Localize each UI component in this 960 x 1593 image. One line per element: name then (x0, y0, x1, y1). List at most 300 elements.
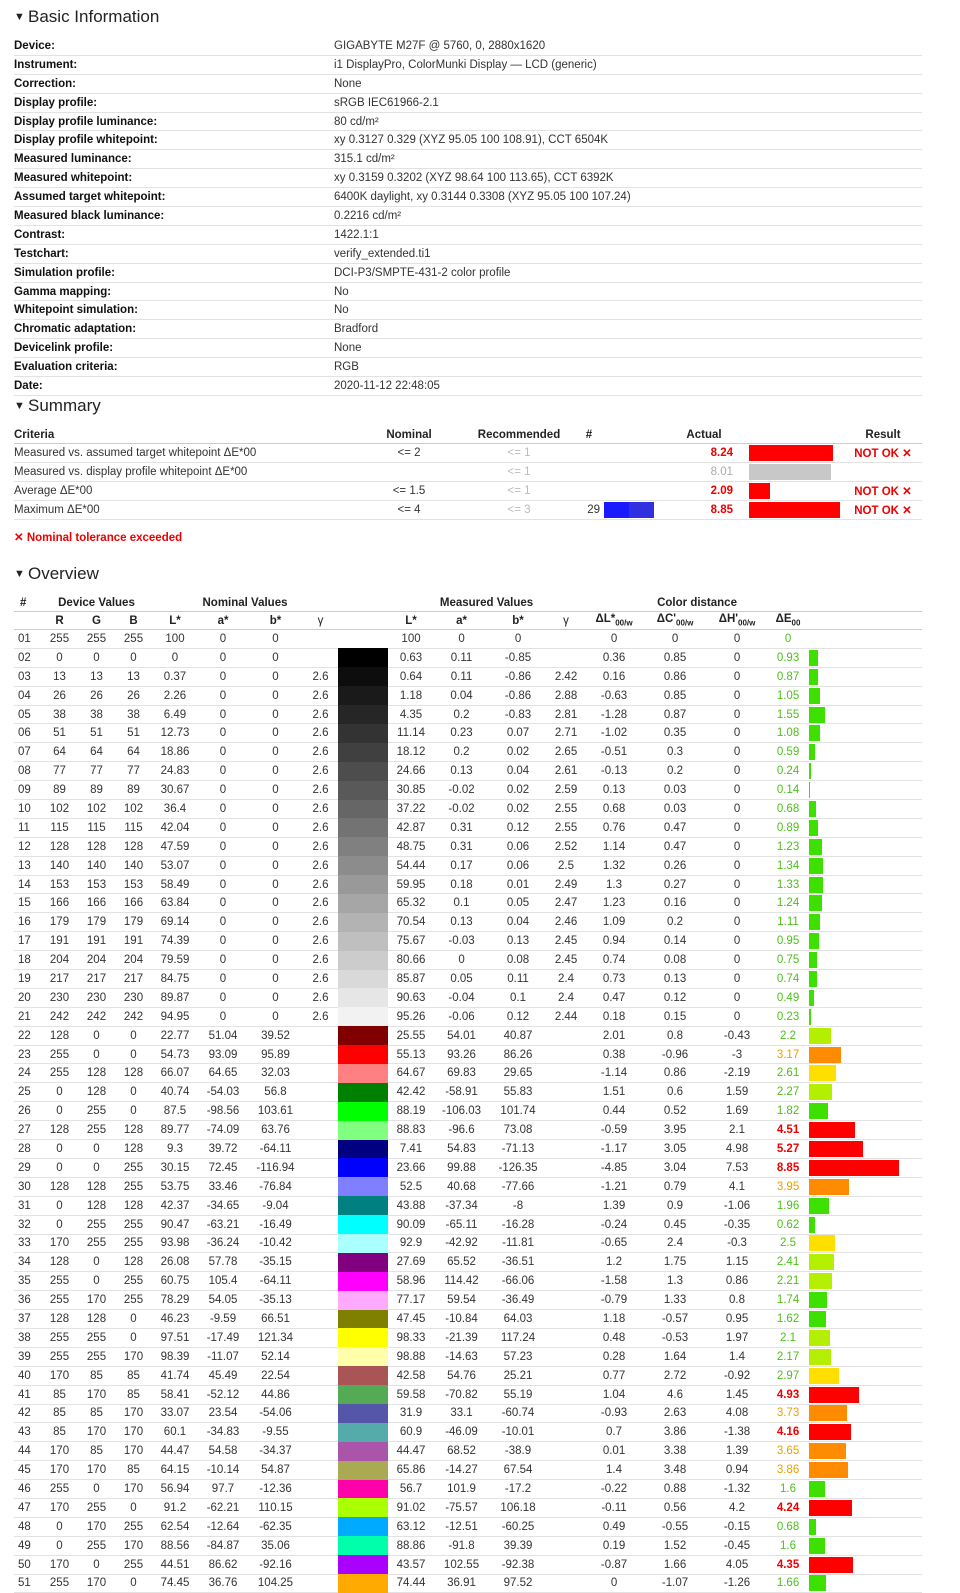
cell-nominal-b: 0 (248, 1007, 303, 1026)
cell-nominal-l: 40.74 (152, 1083, 198, 1102)
cell-delta-h: 1.59 (707, 1083, 767, 1102)
cell-row-number: 11 (14, 818, 41, 837)
color-swatch (338, 1026, 388, 1045)
delta-e-bar (809, 1047, 841, 1063)
cell-nominal-b: 0 (248, 686, 303, 705)
overview-row (14, 781, 922, 800)
delta-e-bar-cell (809, 1310, 922, 1329)
overview-row (14, 667, 922, 686)
info-value: 80 cd/m² (334, 112, 922, 131)
cell-nominal-a: 86.62 (198, 1555, 248, 1574)
cell-delta-l: -0.63 (585, 686, 643, 705)
cell-measured-a: 0 (434, 951, 489, 970)
cell-delta-e: 1.05 (767, 686, 809, 705)
delta-e-bar-cell (809, 1536, 922, 1555)
delta-e-bar-cell (809, 1121, 922, 1140)
cell-device-r: 51 (41, 724, 78, 743)
info-value: None (334, 74, 922, 93)
cell-measured-gamma: 2.55 (547, 800, 585, 819)
cell-device-b: 85 (115, 1385, 152, 1404)
cell-nominal-a: -34.65 (198, 1196, 248, 1215)
delta-e-bar (809, 1405, 847, 1421)
cell-delta-h: -1.38 (707, 1423, 767, 1442)
cell-nominal-gamma (303, 1253, 338, 1272)
cell-nominal-a: -63.21 (198, 1215, 248, 1234)
cell-device-g: 38 (78, 705, 115, 724)
cell-delta-h: -0.43 (707, 1026, 767, 1045)
cell-nominal-l: 9.3 (152, 1140, 198, 1159)
info-key: Measured whitepoint: (14, 169, 334, 188)
cell-delta-e: 3.95 (767, 1177, 809, 1196)
cell-nominal-l: 6.49 (152, 705, 198, 724)
cell-delta-l: -0.79 (585, 1291, 643, 1310)
col-recommended: Recommended (464, 426, 574, 444)
cell-device-b: 38 (115, 705, 152, 724)
section-summary[interactable]: ▼ Summary (14, 396, 101, 415)
cell-measured-gamma (547, 1347, 585, 1366)
cell-device-g: 255 (78, 1536, 115, 1555)
delta-e-bar (809, 1235, 835, 1251)
cell-measured-l: 63.12 (388, 1517, 434, 1536)
delta-e-bar-cell (809, 1328, 922, 1347)
cell-nominal-b: 0 (248, 856, 303, 875)
cell-measured-l: 88.83 (388, 1121, 434, 1140)
col-blank (604, 426, 659, 444)
cell-device-g: 153 (78, 875, 115, 894)
cell-measured-gamma (547, 1177, 585, 1196)
color-swatch (338, 1498, 388, 1517)
info-row (14, 377, 922, 396)
overview-row (14, 686, 922, 705)
summary-result: NOT OK ✕ (844, 481, 922, 500)
cell-measured-gamma (547, 1064, 585, 1083)
cell-measured-b: 97.52 (489, 1574, 547, 1593)
cell-delta-c: 0.52 (643, 1102, 707, 1121)
cell-row-number: 03 (14, 667, 41, 686)
overview-row (14, 837, 922, 856)
cell-device-b: 255 (115, 1215, 152, 1234)
cell-row-number: 46 (14, 1480, 41, 1499)
delta-e-bar (809, 1141, 863, 1157)
cell-delta-h: 1.45 (707, 1385, 767, 1404)
cell-measured-b: 0.11 (489, 970, 547, 989)
info-row (14, 55, 922, 74)
cell-delta-e: 4.16 (767, 1423, 809, 1442)
delta-e-bar-cell (809, 913, 922, 932)
info-row (14, 263, 922, 282)
delta-e-bar-cell (809, 743, 922, 762)
color-swatch (338, 800, 388, 819)
cell-device-b: 255 (115, 1555, 152, 1574)
cell-nominal-a: 54.05 (198, 1291, 248, 1310)
cell-device-g: 170 (78, 1574, 115, 1593)
cell-nominal-a: 0 (198, 762, 248, 781)
cell-delta-c: 3.95 (643, 1121, 707, 1140)
cell-device-b: 0 (115, 1574, 152, 1593)
delta-e-bar-cell (809, 1574, 922, 1593)
cell-delta-h: 0 (707, 875, 767, 894)
cell-nominal-a: -54.03 (198, 1083, 248, 1102)
cell-row-number: 49 (14, 1536, 41, 1555)
cell-device-r: 170 (41, 1555, 78, 1574)
summary-bar-cell (749, 462, 844, 481)
color-swatch (338, 1045, 388, 1064)
cell-delta-c: 0.9 (643, 1196, 707, 1215)
cell-device-g: 85 (78, 1404, 115, 1423)
cell-measured-gamma (547, 1215, 585, 1234)
delta-e-bar-cell (809, 1442, 922, 1461)
cell-delta-l: -0.87 (585, 1555, 643, 1574)
cell-nominal-b: 0 (248, 951, 303, 970)
color-swatch (338, 1272, 388, 1291)
cell-measured-l: 98.88 (388, 1347, 434, 1366)
cell-measured-a: -96.6 (434, 1121, 489, 1140)
cell-measured-a: -0.06 (434, 1007, 489, 1026)
color-swatch (338, 1385, 388, 1404)
summary-patch-cell (604, 462, 659, 481)
cell-delta-c: 0 (643, 630, 707, 649)
cell-device-b: 26 (115, 686, 152, 705)
cell-measured-l: 92.9 (388, 1234, 434, 1253)
color-swatch (338, 1064, 388, 1083)
summary-number (574, 462, 604, 481)
cell-nominal-l: 30.67 (152, 781, 198, 800)
cell-nominal-l: 22.77 (152, 1026, 198, 1045)
cell-device-r: 170 (41, 1442, 78, 1461)
info-key: Device: (14, 37, 334, 55)
cell-delta-e: 0.87 (767, 667, 809, 686)
cell-device-r: 128 (41, 1177, 78, 1196)
cell-row-number: 01 (14, 630, 41, 649)
cell-nominal-b: 0 (248, 837, 303, 856)
delta-e-bar-cell (809, 1291, 922, 1310)
cell-measured-a: 0 (434, 630, 489, 649)
cell-delta-c: 3.04 (643, 1158, 707, 1177)
cell-nominal-l: 94.95 (152, 1007, 198, 1026)
delta-e-bar (809, 895, 822, 911)
cell-measured-gamma: 2.52 (547, 837, 585, 856)
overview-row (14, 1536, 922, 1555)
cell-nominal-l: 26.08 (152, 1253, 198, 1272)
delta-e-bar-cell (809, 762, 922, 781)
cell-nominal-a: 105.4 (198, 1272, 248, 1291)
delta-e-bar-cell (809, 951, 922, 970)
overview-row (14, 1517, 922, 1536)
cell-device-b: 0 (115, 1045, 152, 1064)
cell-device-g: 255 (78, 1121, 115, 1140)
cell-measured-gamma: 2.71 (547, 724, 585, 743)
cell-delta-l: -0.93 (585, 1404, 643, 1423)
cell-delta-e: 5.27 (767, 1140, 809, 1159)
cell-delta-e: 1.62 (767, 1310, 809, 1329)
cell-delta-l: -1.21 (585, 1177, 643, 1196)
col-g: G (78, 612, 115, 630)
col-result: Result (844, 426, 922, 444)
cell-delta-c: 0.85 (643, 648, 707, 667)
cell-measured-l: 42.87 (388, 818, 434, 837)
cell-nominal-a: 72.45 (198, 1158, 248, 1177)
cell-device-r: 255 (41, 1064, 78, 1083)
summary-table (14, 426, 922, 520)
overview-row (14, 1385, 922, 1404)
cell-measured-a: -65.11 (434, 1215, 489, 1234)
cell-delta-c: 0.45 (643, 1215, 707, 1234)
cell-device-g: 230 (78, 988, 115, 1007)
delta-e-bar (809, 1160, 899, 1176)
delta-e-bar-cell (809, 1102, 922, 1121)
cell-row-number: 48 (14, 1517, 41, 1536)
delta-e-bar-cell (809, 1083, 922, 1102)
color-swatch (338, 1574, 388, 1593)
cell-delta-e: 2.97 (767, 1366, 809, 1385)
cell-measured-gamma (547, 1404, 585, 1423)
cell-nominal-l: 90.47 (152, 1215, 198, 1234)
cell-row-number: 40 (14, 1366, 41, 1385)
cell-nominal-gamma: 2.6 (303, 762, 338, 781)
overview-row (14, 762, 922, 781)
cell-nominal-l: 74.45 (152, 1574, 198, 1593)
cell-measured-gamma: 2.46 (547, 913, 585, 932)
cell-delta-e: 4.35 (767, 1555, 809, 1574)
cell-nominal-l: 24.83 (152, 762, 198, 781)
cell-nominal-l: 2.26 (152, 686, 198, 705)
cell-delta-h: 0 (707, 837, 767, 856)
cell-nominal-a: -11.07 (198, 1347, 248, 1366)
cell-measured-a: 0.2 (434, 743, 489, 762)
cell-device-r: 0 (41, 648, 78, 667)
overview-row (14, 1442, 922, 1461)
summary-bar (749, 483, 770, 499)
cell-delta-l: -0.51 (585, 743, 643, 762)
cell-delta-e: 1.33 (767, 875, 809, 894)
cell-measured-gamma (547, 1310, 585, 1329)
cell-measured-a: -91.8 (434, 1536, 489, 1555)
cell-delta-l: -0.22 (585, 1480, 643, 1499)
cell-nominal-a: 0 (198, 800, 248, 819)
cell-delta-c: 0.35 (643, 724, 707, 743)
delta-e-bar-cell (809, 1045, 922, 1064)
cell-row-number: 22 (14, 1026, 41, 1045)
cell-nominal-l: 98.39 (152, 1347, 198, 1366)
cell-measured-a: 54.83 (434, 1140, 489, 1159)
cell-measured-l: 37.22 (388, 800, 434, 819)
info-row (14, 74, 922, 93)
summary-bar-cell (749, 500, 844, 519)
cell-nominal-b: -9.55 (248, 1423, 303, 1442)
delta-e-bar (809, 820, 818, 836)
section-basic-information[interactable]: ▼ Basic Information (14, 7, 160, 26)
cell-nominal-l: 0 (152, 648, 198, 667)
col-criteria: Criteria (14, 426, 354, 444)
cell-nominal-gamma: 2.6 (303, 875, 338, 894)
cell-device-g: 0 (78, 1555, 115, 1574)
cell-measured-a: 0.05 (434, 970, 489, 989)
cell-device-b: 89 (115, 781, 152, 800)
cell-device-r: 255 (41, 1574, 78, 1593)
cell-measured-gamma: 2.65 (547, 743, 585, 762)
cell-measured-b: 73.08 (489, 1121, 547, 1140)
cell-measured-gamma (547, 1234, 585, 1253)
cell-nominal-l: 44.47 (152, 1442, 198, 1461)
cell-measured-gamma: 2.81 (547, 705, 585, 724)
cell-device-b: 170 (115, 1347, 152, 1366)
overview-row (14, 1158, 922, 1177)
cell-nominal-gamma (303, 1121, 338, 1140)
cell-device-r: 0 (41, 1215, 78, 1234)
cell-delta-h: 0 (707, 667, 767, 686)
cell-measured-b: -0.86 (489, 686, 547, 705)
cell-measured-gamma (547, 1102, 585, 1121)
cell-device-b: 51 (115, 724, 152, 743)
cell-nominal-l: 62.54 (152, 1517, 198, 1536)
cell-measured-a: 0.04 (434, 686, 489, 705)
cell-measured-l: 90.63 (388, 988, 434, 1007)
cell-delta-l: 1.14 (585, 837, 643, 856)
cell-delta-l: 0.01 (585, 1442, 643, 1461)
cell-measured-a: 0.31 (434, 818, 489, 837)
cell-measured-gamma (547, 1461, 585, 1480)
cell-measured-l: 44.47 (388, 1442, 434, 1461)
cell-measured-gamma: 2.4 (547, 970, 585, 989)
cell-device-g: 26 (78, 686, 115, 705)
cell-measured-b: -10.01 (489, 1423, 547, 1442)
cell-device-r: 0 (41, 1196, 78, 1215)
cell-nominal-gamma: 2.6 (303, 837, 338, 856)
cell-nominal-l: 79.59 (152, 951, 198, 970)
cell-delta-c: 0.8 (643, 1026, 707, 1045)
cell-nominal-b: 0 (248, 894, 303, 913)
cell-delta-e: 1.6 (767, 1536, 809, 1555)
cell-delta-c: 3.48 (643, 1461, 707, 1480)
cell-device-g: 89 (78, 781, 115, 800)
cell-measured-b: 39.39 (489, 1536, 547, 1555)
section-overview[interactable]: ▼ Overview (14, 564, 99, 583)
summary-recommended: <= 1 (464, 462, 574, 481)
cell-measured-b: 0.02 (489, 781, 547, 800)
cell-delta-h: 1.15 (707, 1253, 767, 1272)
cell-nominal-b: -34.37 (248, 1442, 303, 1461)
color-swatch (338, 837, 388, 856)
cell-device-g: 0 (78, 1045, 115, 1064)
cell-delta-h: 0 (707, 800, 767, 819)
summary-actual: 8.85 (659, 500, 749, 519)
cell-delta-h: 0 (707, 913, 767, 932)
cell-delta-l: -0.59 (585, 1121, 643, 1140)
cell-measured-a: 0.23 (434, 724, 489, 743)
overview-row (14, 1045, 922, 1064)
cell-device-b: 128 (115, 1121, 152, 1140)
cell-nominal-gamma (303, 1574, 338, 1593)
cell-nominal-b: 0 (248, 648, 303, 667)
overview-row (14, 1328, 922, 1347)
cell-nominal-b: -64.11 (248, 1272, 303, 1291)
cell-nominal-b: -76.84 (248, 1177, 303, 1196)
cell-measured-b: 55.83 (489, 1083, 547, 1102)
cell-nominal-a: 23.54 (198, 1404, 248, 1423)
delta-e-bar-cell (809, 1196, 922, 1215)
cell-row-number: 32 (14, 1215, 41, 1234)
cell-device-g: 128 (78, 1196, 115, 1215)
summary-nominal: <= 2 (354, 444, 464, 463)
cell-device-b: 115 (115, 818, 152, 837)
cell-device-r: 170 (41, 1461, 78, 1480)
cell-nominal-gamma (303, 1102, 338, 1121)
col-delta-h: $\Delta H'_{00/w}$ (707, 612, 767, 630)
info-key: Whitepoint simulation: (14, 301, 334, 320)
cell-nominal-b: -92.16 (248, 1555, 303, 1574)
summary-row (14, 462, 922, 481)
col-nominal-a: a* (198, 612, 248, 630)
cell-measured-gamma (547, 1272, 585, 1291)
cell-nominal-b: 0 (248, 988, 303, 1007)
cell-nominal-gamma (303, 1026, 338, 1045)
cell-measured-l: 1.18 (388, 686, 434, 705)
summary-patch-cell (604, 481, 659, 500)
summary-criteria: Maximum ΔE*00 (14, 500, 354, 519)
delta-e-bar (809, 933, 819, 949)
cell-delta-e: 4.93 (767, 1385, 809, 1404)
cell-row-number: 13 (14, 856, 41, 875)
cell-device-b: 128 (115, 1064, 152, 1083)
cell-measured-a: 36.91 (434, 1574, 489, 1593)
cell-device-b: 255 (115, 1177, 152, 1196)
cell-measured-l: 75.67 (388, 932, 434, 951)
cell-delta-e: 2.41 (767, 1253, 809, 1272)
info-key: Testchart: (14, 244, 334, 263)
info-value: 315.1 cd/m² (334, 150, 922, 169)
cell-measured-a: 0.31 (434, 837, 489, 856)
cell-delta-l: -1.14 (585, 1064, 643, 1083)
summary-bar-cell (749, 481, 844, 500)
cell-nominal-a: 0 (198, 875, 248, 894)
cell-device-g: 170 (78, 1291, 115, 1310)
cell-delta-l: 1.04 (585, 1385, 643, 1404)
cell-device-g: 64 (78, 743, 115, 762)
cell-device-g: 170 (78, 1423, 115, 1442)
cell-nominal-gamma (303, 1536, 338, 1555)
cell-measured-a: -58.91 (434, 1083, 489, 1102)
cell-device-b: 64 (115, 743, 152, 762)
cell-measured-b: 55.19 (489, 1385, 547, 1404)
cell-measured-l: 54.44 (388, 856, 434, 875)
cell-nominal-b: 0 (248, 800, 303, 819)
cell-device-g: 0 (78, 648, 115, 667)
cell-measured-l: 27.69 (388, 1253, 434, 1272)
cell-nominal-b: -35.15 (248, 1253, 303, 1272)
cell-delta-l: -1.58 (585, 1272, 643, 1291)
cell-nominal-l: 47.59 (152, 837, 198, 856)
overview-row (14, 951, 922, 970)
delta-e-bar (809, 1122, 855, 1138)
cell-delta-e: 2.21 (767, 1272, 809, 1291)
cell-measured-gamma (547, 1196, 585, 1215)
cell-measured-gamma: 2.44 (547, 1007, 585, 1026)
col-nominal-gamma: γ (303, 612, 338, 630)
cell-measured-b: 86.26 (489, 1045, 547, 1064)
delta-e-bar-cell (809, 988, 922, 1007)
overview-row (14, 648, 922, 667)
cell-delta-l: 1.18 (585, 1310, 643, 1329)
cell-delta-e: 4.51 (767, 1121, 809, 1140)
cell-measured-a: -0.03 (434, 932, 489, 951)
cell-delta-h: -0.92 (707, 1366, 767, 1385)
cell-delta-l: 0.38 (585, 1045, 643, 1064)
cell-device-b: 179 (115, 913, 152, 932)
col-measured-b: b* (489, 612, 547, 630)
cell-measured-l: 55.13 (388, 1045, 434, 1064)
cell-delta-h: -0.45 (707, 1536, 767, 1555)
summary-patch-swatch (604, 502, 654, 518)
